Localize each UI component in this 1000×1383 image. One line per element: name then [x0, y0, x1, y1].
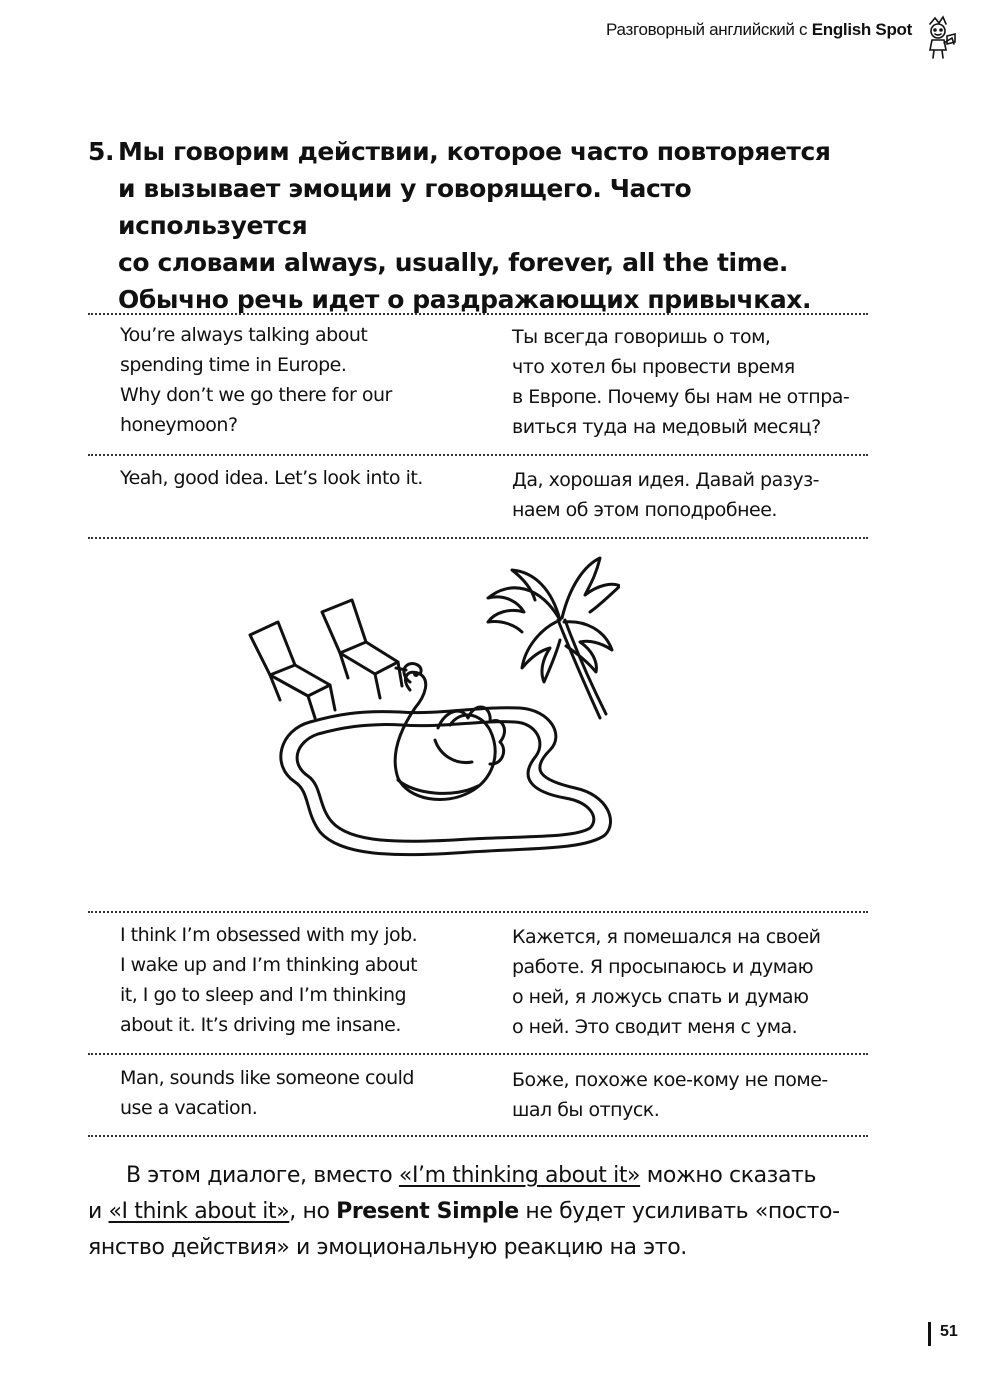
text-line: шал бы отпуск.: [512, 1099, 660, 1121]
rule-line-4: Обычно речь идет о раздражающих привычках.: [118, 285, 812, 314]
palm-tree-icon: [488, 558, 620, 718]
dialogue2-row2-russian: [512, 1065, 877, 1125]
pool-inner-edge: [297, 722, 594, 842]
lounge-chair-icon: [250, 622, 335, 718]
text-line: spending time in Europe.: [120, 354, 347, 376]
note-text: , но: [289, 1199, 337, 1224]
dotted-divider: [88, 1053, 868, 1055]
text-line: You’re always talking about: [120, 324, 368, 346]
rule-line-2: и вызывает эмоции у говорящего. Часто используется: [118, 174, 692, 240]
rule-line-3-prefix: со словами: [118, 248, 276, 277]
mascot-icon: [922, 14, 958, 60]
dialogue2-row1-english: [120, 920, 480, 1040]
note-tense-name: Present Simple: [336, 1199, 519, 1224]
dialogue1-row1-english: [120, 320, 480, 440]
text-line: Ты всегда говоришь о том,: [512, 326, 771, 348]
text-line: Боже, похоже кое-кому не поме-: [512, 1069, 828, 1091]
dialogue2-row1-russian: [512, 922, 877, 1042]
text-line: Yeah, good idea. Let’s look into it.: [120, 467, 423, 489]
dotted-divider: [88, 454, 868, 456]
dialogue1-row1-russian: [512, 322, 877, 442]
note-text: не будет усиливать «посто-: [518, 1199, 840, 1224]
rule-keywords: always, usually, forever, all the time.: [283, 248, 789, 277]
swan-float-icon: [395, 664, 504, 800]
note-text: можно сказать: [640, 1163, 817, 1188]
text-line: use a vacation.: [120, 1097, 258, 1119]
note-phrase-continuous: «I’m thinking about it»: [398, 1163, 641, 1188]
lounge-chair-icon: [322, 600, 402, 698]
rule-line-1: Мы говорим действии, которое часто повторяется: [118, 137, 831, 166]
text-line: работе. Я просыпаюсь и думаю: [512, 956, 814, 978]
dialogue2-row2-english: [120, 1063, 480, 1123]
text-line: honeymoon?: [120, 414, 238, 436]
rule-heading: [88, 133, 888, 318]
dotted-divider: [88, 1135, 868, 1137]
page-number-rule: [928, 1322, 931, 1346]
text-line: it, I go to sleep and I’m thinking: [120, 984, 407, 1006]
dotted-divider: [88, 537, 868, 539]
text-line: о ней. Это сводит меня с ума.: [512, 1016, 798, 1038]
text-line: о ней, я ложусь спать и думаю: [512, 986, 809, 1008]
text-line: Да, хорошая идея. Давай разуз-: [512, 469, 820, 491]
text-line: about it. It’s driving me insane.: [120, 1014, 401, 1036]
explanatory-note: [88, 1158, 888, 1266]
text-line: что хотел бы провести время: [512, 356, 795, 378]
note-text: В этом диалоге, вместо: [126, 1163, 399, 1188]
rule-line-3: [88, 244, 888, 281]
text-line: в Европе. Почему бы нам не отпра-: [512, 386, 850, 408]
pool-with-swan-illustration: [240, 550, 620, 870]
text-line: I wake up and I’m thinking about: [120, 954, 418, 976]
text-line: Man, sounds like someone could: [120, 1067, 414, 1089]
dotted-divider: [88, 313, 868, 315]
text-line: виться туда на медовый месяц?: [512, 416, 821, 438]
note-text: и: [88, 1199, 109, 1224]
page-number: 51: [940, 1323, 958, 1340]
text-line: Кажется, я помешался на своей: [512, 926, 821, 948]
text-line: Why don’t we go there for our: [120, 384, 392, 406]
text-line: I think I’m obsessed with my job.: [120, 924, 418, 946]
dotted-divider: [88, 911, 868, 913]
note-text: янство действия» и эмоциональную реакцию на это.: [88, 1235, 687, 1260]
running-header: [606, 20, 912, 40]
note-phrase-simple: «I think about it»: [108, 1199, 290, 1224]
header-prefix: Разговорный английский с: [606, 20, 808, 39]
dialogue1-row2-english: [120, 463, 480, 493]
rule-number: 5.: [88, 137, 115, 166]
header-brand: English Spot: [811, 20, 912, 39]
text-line: наем об этом поподробнее.: [512, 499, 777, 521]
dialogue1-row2-russian: [512, 465, 877, 525]
